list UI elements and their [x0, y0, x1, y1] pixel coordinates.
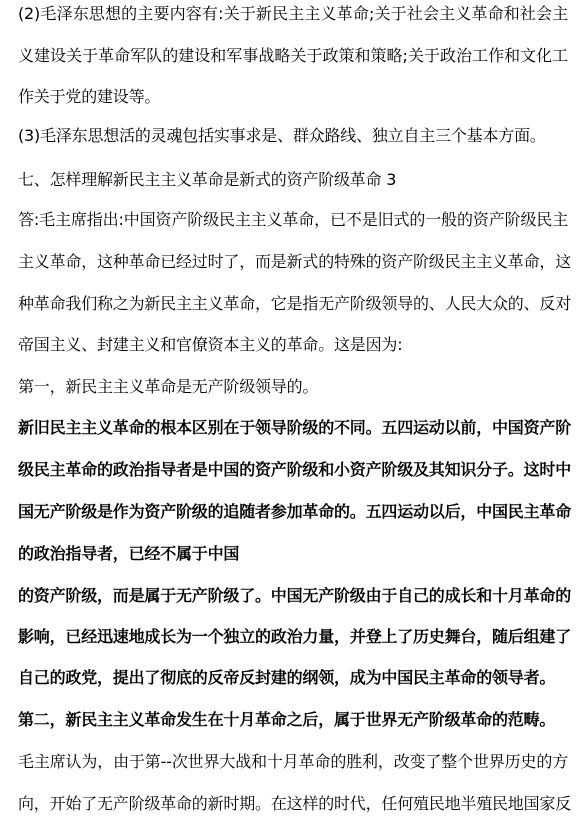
text-line: 级民主革命的政治指导者是中国的资产阶级和小资产阶级及其知识分子。这时中 [18, 460, 572, 479]
text-line: 帝国主义、封建主义和官僚资本主义的革命。这是因为: [18, 335, 403, 354]
text-line: (2)毛泽东思想的主要内容有:关于新民主主义革命;关于社会主义革命和社会主 [18, 4, 568, 23]
text-line: 自己的政党，提出了彻底的反帝反封建的纲领，成为中国民主革命的领导者。 [18, 668, 556, 687]
text-line: 主义革命，这种革命已经过时了，而是新式的特殊的资产阶级民主主义革命，这 [18, 252, 572, 271]
text-line: 国无产阶级是作为资产阶级的追随者参加革命的。五四运动以后，中国民主革命 [18, 502, 572, 521]
text-line: 作关于党的建设等。 [18, 87, 161, 106]
text-line: 影响，已经迅速地成长为一个独立的政治力量，并登上了历史舞台，随后组建了 [18, 627, 572, 646]
text-line: 的资产阶级，而是属于无产阶级了。中国无产阶级由于自己的成长和十月革命的 [18, 586, 572, 605]
text-line: 第一，新民主主义革命是无产阶级领导的。 [18, 377, 319, 396]
text-line: 种革命我们称之为新民主主义革命，它是指无产阶级领导的、人民大众的、反对 [18, 294, 572, 313]
text-line: 答:毛主席指出:中国资产阶级民主主义革命，已不是旧式的一般的资产阶级民主 [18, 210, 568, 229]
text-line: 第二，新民主主义革命发生在十月革命之后，属于世界无产阶级革命的范畴。 [18, 710, 556, 729]
text-line: (3)毛泽东思想活的灵魂包括实事求是、群众路线、独立自主三个基本方面。 [18, 126, 546, 145]
section-heading: 七、怎样理解新民主主义革命是新式的资产阶级革命 3 [18, 170, 397, 189]
text-line: 义建设关于革命军队的建设和军事战略关于政策和策略;关于政治工作和文化工 [18, 46, 568, 65]
text-line: 向，开始了无产阶级革命的新时期。在这样的时代，任何殖民地半殖民地国家反 [18, 794, 572, 813]
text-line: 新旧民主主义革命的根本区别在于领导阶级的不同。五四运动以前，中国资产阶 [18, 418, 572, 437]
text-line: 的政治指导者，已经不属于中国 [18, 544, 240, 563]
text-line: 毛主席认为，由于第--次世界大战和十月革命的胜利，改变了整个世界历史的方 [18, 752, 568, 771]
